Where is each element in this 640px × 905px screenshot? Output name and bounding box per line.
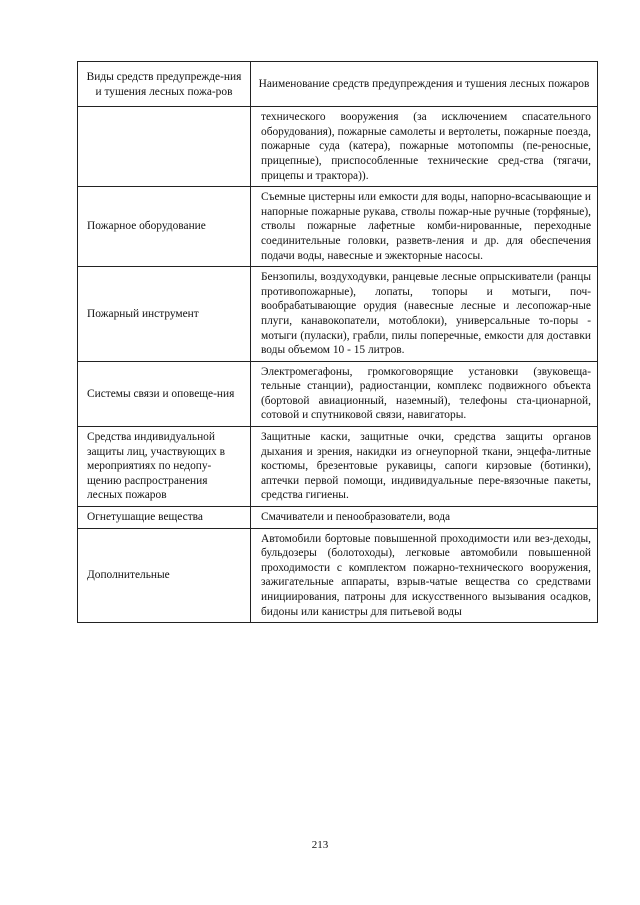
row-items: Съемные цистерны или емкости для воды, напорно-всасывающие и напорные пожарные рукава, стволы пожар-ные ручные (торфяные), стволы пожарные лафетные комби-нированные, переходные соединительные головки, разветв-ления и др. для обеспечения подачи воды, навесные и эжекторные насосы. (251, 187, 598, 267)
row-type: Средства индивидуальной защиты лиц, участвующих в мероприятиях по недопу-щению распространения лесных пожаров (78, 427, 251, 507)
table-row (78, 361, 598, 426)
row-items: технического вооружения (за исключением спасательного оборудования), пожарные самолеты и вертолеты, пожарные поезда, пожарные суда (катера), пожарные мотопомпы (пе-реносные, прицепные), приспособленные технические сред-ства (тягачи, прицепы и трактора)). (251, 107, 598, 187)
fire-equipment-table (77, 61, 598, 623)
row-type: Дополнительные (78, 528, 251, 623)
row-type: Пожарный инструмент (78, 267, 251, 362)
row-type: Огнетушащие вещества (78, 507, 251, 529)
table-row (78, 528, 598, 623)
header-names: Наименование средств предупреждения и тушения лесных пожаров (251, 62, 598, 107)
row-items: Бензопилы, воздуходувки, ранцевые лесные опрыскиватели (ранцы противопожарные), лопаты, топоры и мотыги, поч-вообрабатывающие орудия (навесные лесные и лесопожар-ные плуги, канавокопатели, мотоблоки), универсальные то-поры - мотыги (пуласки), грабли, пилы поперечные, емкости для доставки воды объемом 10 - 15 литров. (251, 267, 598, 362)
page-number: 213 (311, 839, 329, 851)
table-row (78, 507, 598, 529)
table-row (78, 427, 598, 507)
row-items: Смачиватели и пенообразователи, вода (251, 507, 598, 529)
row-type (78, 107, 251, 187)
table-header-row (78, 62, 598, 107)
row-items: Защитные каски, защитные очки, средства защиты органов дыхания и зрения, накидки из огнеупорной ткани, энцефа-литные костюмы, брезентовые рукавицы, сапоги кирзовые (ботинки), аптечки первой помощи, индивидуальные пере-вязочные пакеты, средства гигиены. (251, 427, 598, 507)
table-row (78, 187, 598, 267)
row-type: Системы связи и оповеще-ния (78, 361, 251, 426)
header-types: Виды средств предупрежде-ния и тушения лесных пожа-ров (78, 62, 251, 107)
table-row (78, 267, 598, 362)
table-row (78, 107, 598, 187)
row-type: Пожарное оборудование (78, 187, 251, 267)
row-items: Автомобили бортовые повышенной проходимости или вез-деходы, бульдозеры (болотоходы), легковые автомобили повышенной проходимости с комплектом пожарно-технического вооружения, зажигательные аппараты, взрыв-чатые вещества со средствами инициирования, патроны для искусственного вызывания осадков, бидоны или канистры для питьевой воды (251, 528, 598, 623)
row-items: Электромегафоны, громкоговорящие установки (звуковеща-тельные станции), радиостанции, комплекс подвижного объекта (бортовой авиационный, наземный), телефоны ста-ционарной, сотовой и спутниковой связи, навигаторы. (251, 361, 598, 426)
